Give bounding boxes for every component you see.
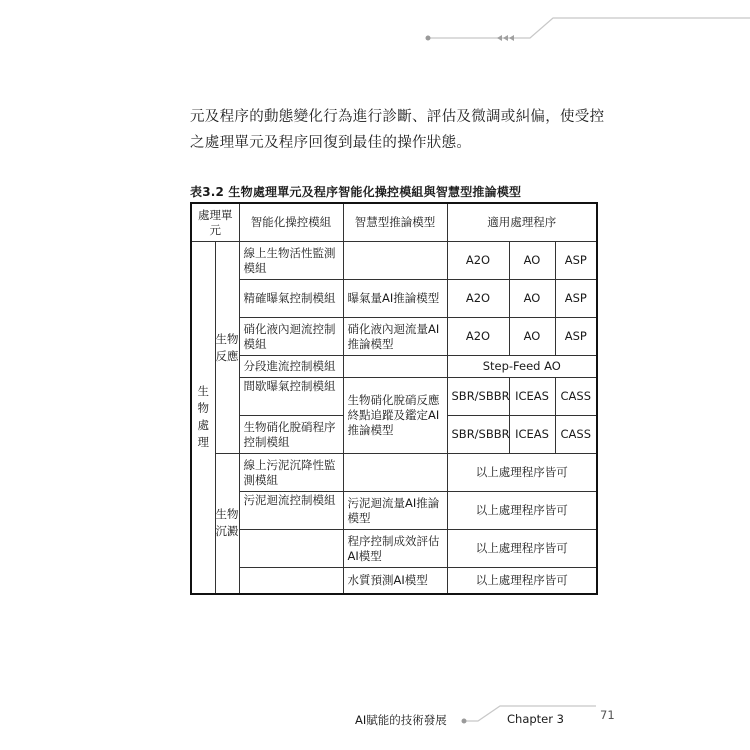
footer-chapter-label: Chapter 3 — [507, 712, 564, 726]
table-row — [191, 356, 597, 378]
module-cell: 污泥迴流控制模組 — [239, 492, 343, 530]
model-cell — [343, 454, 447, 492]
process-cell: AO — [509, 280, 555, 318]
module-cell: 間歇曝氣控制模組 — [239, 378, 343, 416]
group-biological-reaction: 生物反應 — [215, 242, 239, 454]
module-cell: 生物硝化脫硝程序控制模組 — [239, 416, 343, 454]
process-span-cell: 以上處理程序皆可 — [447, 568, 597, 594]
process-cell: ICEAS — [509, 378, 555, 416]
model-cell: 曝氣量AI推論模型 — [343, 280, 447, 318]
process-cell: AO — [509, 242, 555, 280]
header-unit: 處理單元 — [191, 203, 239, 242]
footer-book-title: AI賦能的技術發展 — [355, 713, 447, 727]
model-cell-shared: 生物硝化脫硝反應終點追蹤及鑑定AI推論模型 — [343, 378, 447, 454]
model-cell: 水質預測AI模型 — [343, 568, 447, 594]
body-paragraph: 元及程序的動態變化行為進行診斷、評估及微調或糾偏，使受控之處理單元及程序回復到最佳的操作狀態。 — [190, 109, 605, 151]
process-span-cell: 以上處理程序皆可 — [447, 454, 597, 492]
process-cell: AO — [509, 318, 555, 356]
process-cell: A2O — [447, 318, 509, 356]
table-row — [191, 492, 597, 530]
process-span-cell: Step-Feed AO — [447, 356, 597, 378]
module-cell — [239, 568, 343, 594]
group-biological-treatment: 生物處理 — [191, 242, 215, 594]
table-row — [191, 318, 597, 356]
process-cell: ASP — [555, 280, 597, 318]
module-cell — [239, 530, 343, 568]
process-span-cell: 以上處理程序皆可 — [447, 530, 597, 568]
page-number: 71 — [600, 708, 615, 722]
process-cell: ASP — [555, 318, 597, 356]
group-biological-sedimentation: 生物沉澱 — [215, 454, 239, 594]
module-table — [190, 202, 598, 595]
table-header-row — [191, 203, 597, 242]
module-cell: 線上污泥沉降性監測模組 — [239, 454, 343, 492]
table-row — [191, 378, 597, 416]
table-row — [191, 530, 597, 568]
module-cell: 精確曝氣控制模組 — [239, 280, 343, 318]
module-cell: 硝化液內迴流控制模組 — [239, 318, 343, 356]
table-row — [191, 568, 597, 594]
process-cell: CASS — [555, 378, 597, 416]
header-inference-model: 智慧型推論模型 — [343, 203, 447, 242]
model-cell: 程序控制成效評估AI模型 — [343, 530, 447, 568]
model-cell — [343, 356, 447, 378]
process-cell: SBR/SBBR — [447, 416, 509, 454]
process-cell: SBR/SBBR — [447, 378, 509, 416]
process-cell: ICEAS — [509, 416, 555, 454]
process-span-cell: 以上處理程序皆可 — [447, 492, 597, 530]
table-row — [191, 280, 597, 318]
process-cell: CASS — [555, 416, 597, 454]
model-cell: 污泥迴流量AI推論模型 — [343, 492, 447, 530]
model-cell — [343, 242, 447, 280]
module-cell: 分段進流控制模組 — [239, 356, 343, 378]
process-cell: ASP — [555, 242, 597, 280]
process-cell: A2O — [447, 280, 509, 318]
table-caption: 表3.2 生物處理單元及程序智能化操控模組與智慧型推論模型 — [190, 185, 522, 199]
header-process: 適用處理程序 — [447, 203, 597, 242]
table-row — [191, 242, 597, 280]
model-cell: 硝化液內迴流量AI推論模型 — [343, 318, 447, 356]
module-cell: 線上生物活性監測模組 — [239, 242, 343, 280]
process-cell: A2O — [447, 242, 509, 280]
header-control-module: 智能化操控模組 — [239, 203, 343, 242]
table-row — [191, 454, 597, 492]
